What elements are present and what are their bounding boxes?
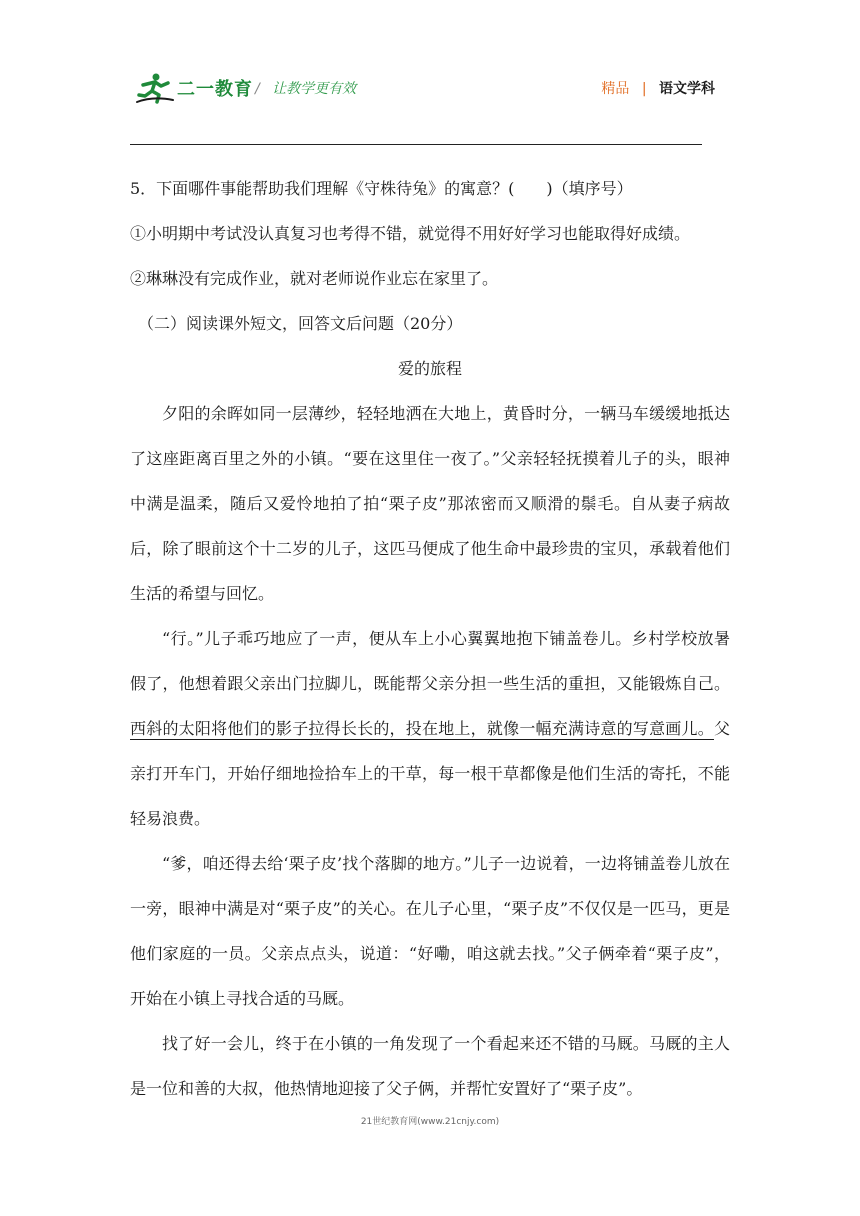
document-body bbox=[130, 166, 730, 1111]
tag-separator: | bbox=[641, 81, 647, 97]
underlined-sentence: 西斜的太阳将他们的影子拉得长长的，投在地上，就像一幅充满诗意的写意画儿。 bbox=[130, 719, 714, 738]
slogan-separator: / bbox=[255, 81, 260, 97]
story-title: 爱的旅程 bbox=[397, 359, 462, 378]
running-figure-icon bbox=[135, 72, 175, 104]
question-5-stem: 5．下面哪件事能帮助我们理解《守株待兔》的寓意？( )（填序号） bbox=[130, 179, 633, 198]
story-paragraph-3: “爹，咱还得去给‘栗子皮’找个落脚的地方。”儿子一边说着，一边将铺盖卷儿放在一旁，眼神中满是对“栗子皮”的关心。在儿子心里，“栗子皮”不仅仅是一匹马，更是他们家庭的一员。父亲点点头，说道：“好嘞，咱这就去找。”父子俩牵着“栗子皮”，开始在小镇上寻找合适的马厩。 bbox=[130, 854, 730, 1008]
question-5-option-1: ①小明期中考试没认真复习也考得不错，就觉得不用好好学习也能取得好成绩。 bbox=[130, 224, 691, 243]
subject-tag bbox=[601, 78, 715, 98]
page-footer: 21世纪教育网(www.21cnjy.com) bbox=[360, 1117, 500, 1127]
story-paragraph-1: 夕阳的余晖如同一层薄纱，轻轻地洒在大地上，黄昏时分，一辆马车缓缓地抵达了这座距离百里之外的小镇。“要在这里住一夜了。”父亲轻轻抚摸着儿子的头，眼神中满是温柔，随后又爱怜地拍了拍“栗子皮”那浓密而又顺滑的鬃毛。自从妻子病故后，除了眼前这个十二岁的儿子，这匹马便成了他生命中最珍贵的宝贝，承载着他们生活的希望与回忆。 bbox=[130, 404, 730, 603]
story-paragraph-2 bbox=[130, 616, 730, 841]
story-paragraph-4: 找了好一会儿，终于在小镇的一角发现了一个看起来还不错的马厩。马厩的主人是一位和善的大叔，他热情地迎接了父子俩，并帮忙安置好了“栗子皮”。 bbox=[130, 1034, 730, 1098]
paragraph-2-text-before: “行。”儿子乖巧地应了一声，便从车上小心翼翼地抱下铺盖卷儿。乡村学校放暑假了，他想着跟父亲出门拉脚儿，既能帮父亲分担一些生活的重担，又能锻炼自己。 bbox=[130, 629, 730, 693]
paragraph-2-text-after: 父亲打开车门，开始仔细地捡拾车上的干草，每一根干草都像是他们生活的寄托，不能轻易浪费。 bbox=[130, 719, 730, 828]
slogan-text: 让教学更有效 bbox=[272, 81, 357, 97]
page-header bbox=[135, 70, 715, 110]
header-divider bbox=[130, 144, 702, 145]
brand-logo bbox=[135, 70, 253, 106]
question-5-option-2: ②琳琳没有完成作业，就对老师说作业忘在家里了。 bbox=[130, 269, 499, 288]
subject-label: 语文学科 bbox=[659, 81, 715, 97]
logo-text: 二一教育 bbox=[177, 79, 253, 100]
quality-label: 精品 bbox=[601, 81, 630, 97]
header-slogan bbox=[255, 78, 356, 98]
section-2-heading: （二）阅读课外短文，回答文后问题（20分） bbox=[138, 314, 463, 333]
